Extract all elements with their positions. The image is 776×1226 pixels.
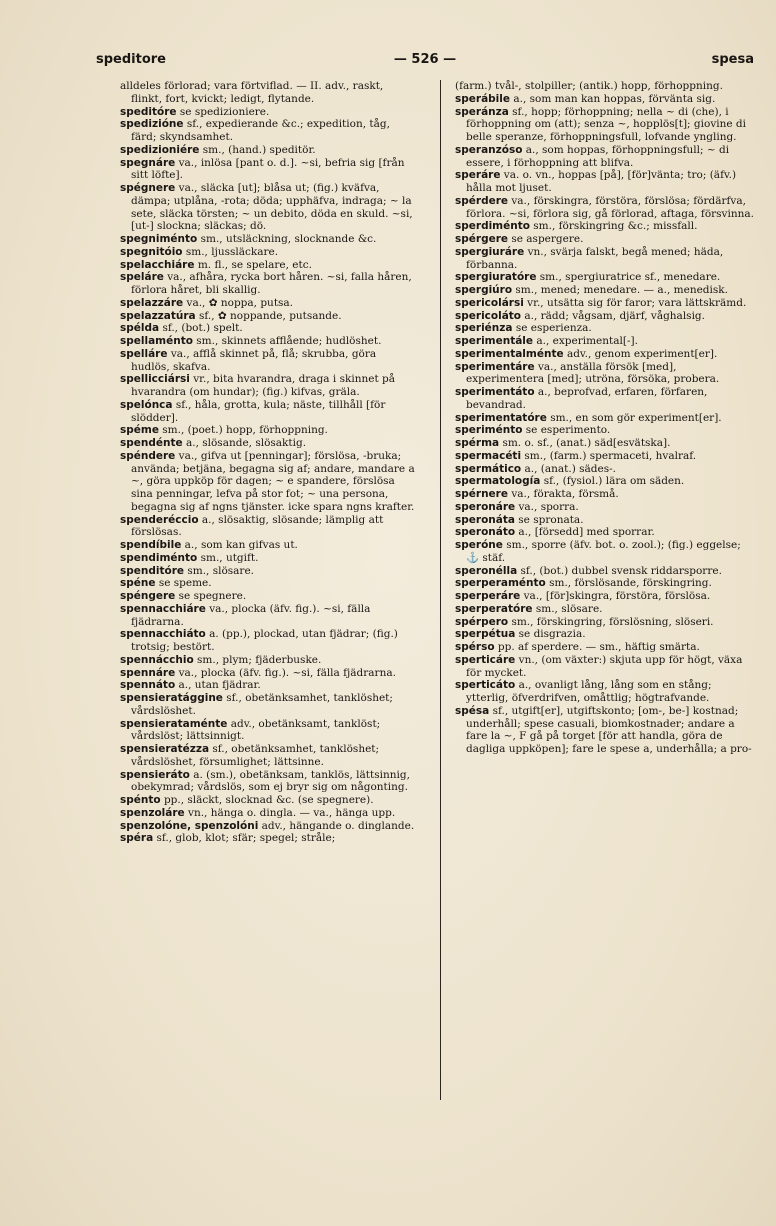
entry-headword: spégnere (120, 182, 176, 194)
entry-definition: sm., (farm.) spermaceti, hvalraf. (524, 449, 697, 462)
entry-headword: spensierataménte (120, 717, 228, 730)
entry-definition: va., afhåra, rycka bort håren. ~si, falla håren, förlora håret, bli skallig. (131, 271, 412, 296)
dictionary-entry (455, 246, 755, 272)
entry-headword: spenditóre (120, 564, 185, 577)
entry-definition: sm., utsläckning, slocknande &c. (200, 233, 377, 245)
entry-headword: speronáta (455, 513, 515, 526)
entry-headword: sperimentalménte (455, 347, 564, 360)
dictionary-entry (455, 590, 755, 603)
dictionary-entry (455, 616, 755, 629)
entry-definition: sm., förslösande, förskingring. (549, 577, 712, 590)
entry-definition: va., sporra. (518, 500, 579, 513)
dictionary-entry (455, 297, 755, 310)
dictionary-entry (455, 641, 755, 654)
entry-headword: speránza (455, 105, 509, 118)
entry-definition: sf., (bot.) spelt. (162, 322, 243, 335)
entry-definition: a., som hoppas, förhoppningsfull; ~ di essere, i förhoppning att blifva. (466, 143, 730, 169)
entry-definition: sm., spergiuratrice sf., menedare. (539, 271, 721, 284)
dictionary-entry (120, 259, 416, 272)
left-column (120, 80, 416, 845)
entry-headword: spéme (120, 424, 159, 437)
dictionary-entry (120, 552, 416, 565)
entry-headword: spensieratézza (120, 743, 210, 755)
dictionary-entry (120, 373, 416, 399)
entry-definition: a., beprofvad, erfaren, förfaren, bevandrad. (466, 386, 708, 411)
dictionary-entry (120, 437, 416, 450)
entry-definition: a., utan fjädrar. (178, 679, 261, 692)
entry-definition: se aspergere. (511, 233, 584, 245)
page-header (96, 52, 754, 72)
dictionary-entry (120, 667, 416, 680)
dictionary-entry (120, 743, 416, 769)
entry-headword: spensieratággine (120, 692, 223, 704)
entry-headword: spennacchiáto (120, 628, 206, 641)
entry-definition: va., afflå skinnet på, flå; skrubba, göra hudlös, skafva. (131, 347, 377, 373)
entry-headword: speronélla (455, 564, 518, 577)
dictionary-entry (120, 144, 416, 157)
entry-headword: spélda (120, 322, 160, 335)
entry-headword: spelláre (120, 347, 168, 360)
dictionary-entry (120, 628, 416, 654)
entry-definition: a. (sm.), obetänksam, tanklös, lättsinnig, obekymrad; vårdslös, som ej bryr sig om någonting. (131, 768, 410, 794)
entry-definition: vr., bita hvarandra, draga i skinnet på hvarandra (om hundar); (fig.) kifvas, gräla. (131, 373, 395, 398)
entry-headword: spéndere (120, 449, 176, 462)
entry-definition: a., slösaktig, slösande; lämplig att förslösas. (131, 513, 384, 539)
entry-headword: sperábile (455, 92, 510, 105)
entry-headword: sperimentáre (455, 360, 535, 373)
entry-definition: sm. o. sf., (anat.) säd[esvätska]. (502, 437, 671, 449)
dictionary-entry (455, 361, 755, 387)
dictionary-entry (455, 628, 755, 641)
dictionary-entry (120, 820, 416, 833)
entry-headword: spennácchio (120, 653, 194, 666)
entry-definition: se esperienza. (515, 322, 592, 335)
dictionary-entry (120, 654, 416, 667)
dictionary-entry (455, 450, 755, 463)
entry-definition: sm., förskingring, förslösning, slöseri. (511, 615, 714, 628)
page-number: — 526 — (393, 52, 457, 67)
entry-headword: sperticáto (455, 679, 516, 692)
dictionary-entry (120, 807, 416, 820)
entry-headword: sperperaménto (455, 577, 546, 590)
dictionary-entry (455, 514, 755, 527)
dictionary-entry (120, 182, 416, 233)
entry-definition: sf., utgift[er], utgiftskonto; [om-, be-] kostnad; underhåll; spese casuali, biomkostnader; andare a fare la ~, F gå på torget [för att handla, göra de dagliga uppköpen]; fare le spese a, underhålla; a pro- (466, 704, 752, 755)
entry-definition: adv., hängande o. dinglande. (261, 819, 415, 832)
entry-definition: vn., svärja falskt, begå mened; häda, förbanna. (466, 245, 724, 271)
entry-definition: va., inlösa [pant o. d.]. ~si, befria sig [från sitt löfte]. (131, 156, 405, 182)
entry-headword: spellicciársi (120, 373, 190, 386)
entry-headword: spelónca (120, 398, 173, 411)
dictionary-entry (120, 246, 416, 259)
dictionary-entry (455, 577, 755, 590)
entry-headword: spérnere (455, 488, 508, 500)
entry-definition: sm., sporre (äfv. bot. o. zool.); (fig.) eggelse; ⚓ stäf. (466, 539, 741, 564)
entry-definition: sm., ljussläckare. (185, 245, 279, 258)
entry-headword: sperticáre (455, 653, 516, 666)
entry-definition: va., gifva ut [penningar]; förslösa, -bruka; använda; betjäna, begagna sig af; andare, mandare a ~, göra uppköp för dagen; ~ e spandere, förslösa sina penningar, lefva på stor fot; ~ una persona, begagna sig af ngns tjänster. icke spara ngns krafter. (131, 449, 415, 513)
entry-headword: spelazzáre (120, 296, 184, 309)
entry-headword: spendiménto (120, 551, 198, 564)
entry-headword: sperdiménto (455, 220, 530, 233)
dictionary-entry (455, 705, 755, 756)
entry-headword: spermático (455, 462, 522, 475)
dictionary-entry (455, 284, 755, 297)
entry-headword: spegniménto (120, 233, 198, 245)
dictionary-entry (455, 271, 755, 284)
entry-headword: spérso (455, 641, 495, 653)
entry-definition: sm., förskingring &c.; missfall. (533, 220, 698, 233)
entry-definition: alldeles förlorad; vara förtviflad. — II. adv., raskt, flinkt, fort, kvickt; ledigt, flytande. (120, 80, 384, 105)
entry-headword: speláre (120, 271, 164, 284)
entry-headword: spérgere (455, 233, 509, 245)
dictionary-entry (455, 412, 755, 425)
entry-headword: spegnáre (120, 156, 176, 169)
dictionary-entry (120, 539, 416, 552)
dictionary-entry (120, 322, 416, 335)
entry-headword: sperimentáto (455, 386, 535, 398)
entry-definition: a., som man kan hoppas, förvänta sig. (513, 92, 716, 105)
dictionary-entry (455, 106, 755, 144)
dictionary-entry (455, 526, 755, 539)
dictionary-entry (455, 424, 755, 437)
entry-headword: speronáto (455, 526, 516, 539)
entry-definition: a. (pp.), plockad, utan fjädrar; (fig.) trotsig; bestört. (131, 628, 398, 653)
entry-definition: va., förskingra, förstöra, förslösa; fördärfva, förlora. ~si, förlora sig, gå förlorad, aftaga, försvinna. (466, 194, 754, 220)
entry-headword: spenzolóne, spenzolóni (120, 819, 259, 832)
entry-definition: se esperimento. (525, 424, 611, 437)
entry-definition: sf., (bot.) dubbel svensk riddarsporre. (520, 564, 722, 577)
dictionary-entry (455, 335, 755, 348)
entry-headword: spérpero (455, 615, 509, 628)
dictionary-entry (120, 514, 416, 540)
dictionary-entry (120, 577, 416, 590)
dictionary-entry (455, 437, 755, 450)
dictionary-entry (120, 233, 416, 246)
header-last-word: spesa (711, 52, 754, 67)
dictionary-entry (120, 297, 416, 310)
entry-definition: va., ✿ noppa, putsa. (186, 296, 294, 309)
dictionary-entry (455, 80, 755, 93)
entry-headword: spergiúro (455, 284, 513, 296)
dictionary-entry (455, 501, 755, 514)
entry-headword: spergiuratóre (455, 271, 537, 284)
entry-headword: speriménto (455, 424, 523, 437)
entry-headword: spensieráto (120, 768, 190, 781)
dictionary-entry (120, 590, 416, 603)
dictionary-entry (455, 322, 755, 335)
entry-headword: spelacchiáre (120, 258, 195, 271)
entry-definition: adv., obetänksamt, tanklöst; vårdslöst; lättsinnigt. (131, 717, 381, 743)
dictionary-entry (455, 654, 755, 680)
header-first-word: speditore (96, 52, 166, 67)
entry-headword: sperpétua (455, 628, 516, 641)
dictionary-entry (455, 220, 755, 233)
entry-definition: sf., glob, klot; sfär; spegel; stråle; (156, 832, 336, 845)
dictionary-entry (120, 832, 416, 845)
dictionary-entry (455, 539, 755, 565)
entry-headword: sperimentatóre (455, 411, 547, 424)
entry-headword: spericolársi (455, 296, 524, 309)
column-divider (440, 80, 441, 1100)
entry-headword: spennáto (120, 679, 176, 692)
entry-definition: pp., släckt, slocknad &c. (se spegnere). (163, 794, 374, 806)
entry-headword: spennacchiáre (120, 602, 206, 615)
dictionary-entry (120, 565, 416, 578)
entry-definition: se spedizioniere. (179, 105, 270, 118)
dictionary-entry (120, 399, 416, 425)
entry-definition: sm., (hand.) speditör. (202, 143, 316, 156)
dictionary-entry (120, 106, 416, 119)
entry-definition: a., (anat.) sädes-. (524, 462, 617, 475)
dictionary-entry (120, 794, 416, 807)
entry-headword: spendénte (120, 437, 183, 449)
entry-headword: spergiuráre (455, 245, 525, 258)
entry-headword: sperperáre (455, 590, 521, 602)
dictionary-entry (120, 335, 416, 348)
dictionary-entry (120, 679, 416, 692)
entry-definition: pp. af sperdere. — sm., häftig smärta. (497, 641, 700, 653)
entry-headword: spéngere (120, 590, 176, 602)
entry-definition: va., plocka (äfv. fig.). ~si, fälla fjädrarna. (131, 602, 371, 628)
entry-definition: se spronata. (518, 513, 584, 526)
entry-headword: spésa (455, 704, 490, 717)
dictionary-entry (455, 93, 755, 106)
dictionary-entry (455, 195, 755, 221)
dictionary-entry (455, 169, 755, 195)
entry-definition: adv., genom experiment[er]. (566, 347, 718, 360)
entry-definition: va., förakta, försmå. (511, 488, 619, 500)
entry-definition: sm., (poet.) hopp, förhoppning. (162, 424, 328, 437)
entry-headword: spennáre (120, 666, 176, 679)
entry-definition: sm., utgift. (200, 551, 259, 564)
dictionary-entry (455, 233, 755, 246)
entry-headword: speronáre (455, 500, 516, 513)
entry-definition: sm., mened; menedare. — a., menedisk. (515, 284, 728, 296)
dictionary-entry (120, 424, 416, 437)
dictionary-entry (120, 718, 416, 744)
entry-definition: a., som kan gifvas ut. (184, 539, 298, 551)
dictionary-entry (455, 463, 755, 476)
entry-headword: spelazzatúra (120, 309, 196, 322)
entry-headword: spenzoláre (120, 806, 185, 819)
entry-definition: a., ovanligt lång, lång som en stång; ytterlig, öfverdrifven, omåttlig; högtrafvande. (466, 679, 712, 704)
entry-definition: va. o. vn., hoppas [på], [för]vänta; tro; (äfv.) hålla mot ljuset. (466, 169, 737, 194)
dictionary-entry (120, 118, 416, 144)
entry-definition: vr., utsätta sig för faror; vara lättskrämd. (527, 296, 747, 309)
entry-definition: va., [för]skingra, förstöra, förslösa. (523, 590, 711, 602)
entry-headword: spermacéti (455, 449, 522, 462)
entry-headword: speriénza (455, 322, 513, 335)
dictionary-entry (455, 386, 755, 412)
entry-definition: sm., en som gör experiment[er]. (550, 411, 722, 424)
dictionary-entry (455, 348, 755, 361)
entry-definition: se disgrazia. (518, 628, 586, 641)
entry-definition: sm., slösare. (535, 602, 603, 615)
dictionary-entry (120, 271, 416, 297)
entry-headword: speráre (455, 169, 501, 182)
entry-headword: spericoláto (455, 309, 522, 322)
dictionary-entry (455, 475, 755, 488)
dictionary-entry (120, 348, 416, 374)
dictionary-entry (120, 310, 416, 323)
entry-definition: m. fl., se spelare, etc. (197, 258, 312, 271)
entry-definition: vn., (om växter:) skjuta upp för högt, växa för mycket. (466, 653, 743, 679)
entry-headword: speditóre (120, 105, 177, 118)
dictionary-entry (120, 80, 416, 106)
entry-definition: sf., håla, grotta, kula; näste, tillhåll [för slödder]. (131, 398, 386, 424)
dictionary-entry (120, 769, 416, 795)
entry-definition: a., experimental[-]. (536, 335, 638, 347)
entry-definition: a., slösande, slösaktig. (185, 437, 307, 449)
dictionary-entry (455, 565, 755, 578)
entry-definition: a., rädd; vågsam, djärf, våghalsig. (524, 309, 705, 322)
entry-headword: spermatología (455, 475, 541, 488)
entry-definition: va., släcka [ut]; blåsa ut; (fig.) kväfva, dämpa; utplåna, -rota; döda; upphäfva, indraga; ~ la sete, släcka törsten; ~ un debito, döda en skuld. ~si, [ut-] slockna; släckas; dö. (131, 182, 413, 233)
entry-definition: va., anställa försök [med], experimentera [med]; utröna, försöka, probera. (466, 360, 720, 386)
entry-headword: spedizióne (120, 118, 184, 131)
entry-definition: vn., hänga o. dingla. — va., hänga upp. (188, 806, 396, 819)
dictionary-entry (120, 692, 416, 718)
entry-headword: spéne (120, 577, 156, 590)
entry-definition: va., plocka (äfv. fig.). ~si, fälla fjädrarna. (178, 666, 396, 679)
entry-headword: sperimentále (455, 335, 534, 347)
entry-headword: spegnitóio (120, 245, 183, 258)
entry-definition: a., [försedd] med sporrar. (518, 526, 655, 539)
dictionary-entry (455, 144, 755, 170)
entry-headword: spérdere (455, 194, 509, 207)
dictionary-entry (455, 488, 755, 501)
entry-definition: sf., obetänksamhet, tanklöshet; vårdslöshet. (131, 692, 393, 717)
entry-definition: sf., hopp; förhoppning; nella ~ di (che), i förhoppning om (att); senza ~, hopplös[t]; giovine di belle speranze, förhoppningsfull, lofvande yngling. (466, 105, 747, 143)
dictionary-entry (455, 603, 755, 616)
entry-definition: sf., expedierande &c.; expedition, tåg, färd; skyndsamhet. (131, 118, 390, 143)
entry-headword: spenderéccio (120, 513, 199, 526)
dictionary-entry (120, 603, 416, 629)
entry-headword: spénto (120, 794, 161, 806)
entry-definition: (farm.) tvål-, stolpiller; (antik.) hopp, förhoppning. (455, 80, 723, 92)
dictionary-entry (455, 679, 755, 705)
entry-headword: spellaménto (120, 335, 193, 347)
entry-headword: speróne (455, 539, 503, 551)
right-column (455, 80, 755, 756)
dictionary-entry (455, 310, 755, 323)
entry-definition: sf., ✿ noppande, putsande. (198, 309, 342, 322)
entry-headword: spérma (455, 437, 500, 449)
entry-headword: spedizioniére (120, 143, 200, 156)
entry-definition: sm., plym; fjäderbuske. (197, 653, 322, 666)
dictionary-entry (120, 157, 416, 183)
entry-definition: sf., (fysiol.) lära om säden. (543, 475, 685, 488)
entry-definition: sm., skinnets afflående; hudlöshet. (196, 335, 382, 347)
entry-headword: sperperatóre (455, 602, 533, 615)
entry-definition: se spegnere. (178, 590, 247, 602)
entry-headword: speranzóso (455, 143, 523, 156)
dictionary-entry (120, 450, 416, 514)
entry-headword: spendíbile (120, 539, 182, 551)
entry-definition: sm., slösare. (187, 564, 255, 577)
entry-definition: sf., obetänksamhet, tanklöshet; vårdslöshet, försumlighet; lättsinne. (131, 743, 380, 768)
entry-headword: spéra (120, 832, 154, 845)
entry-definition: se speme. (158, 577, 212, 590)
